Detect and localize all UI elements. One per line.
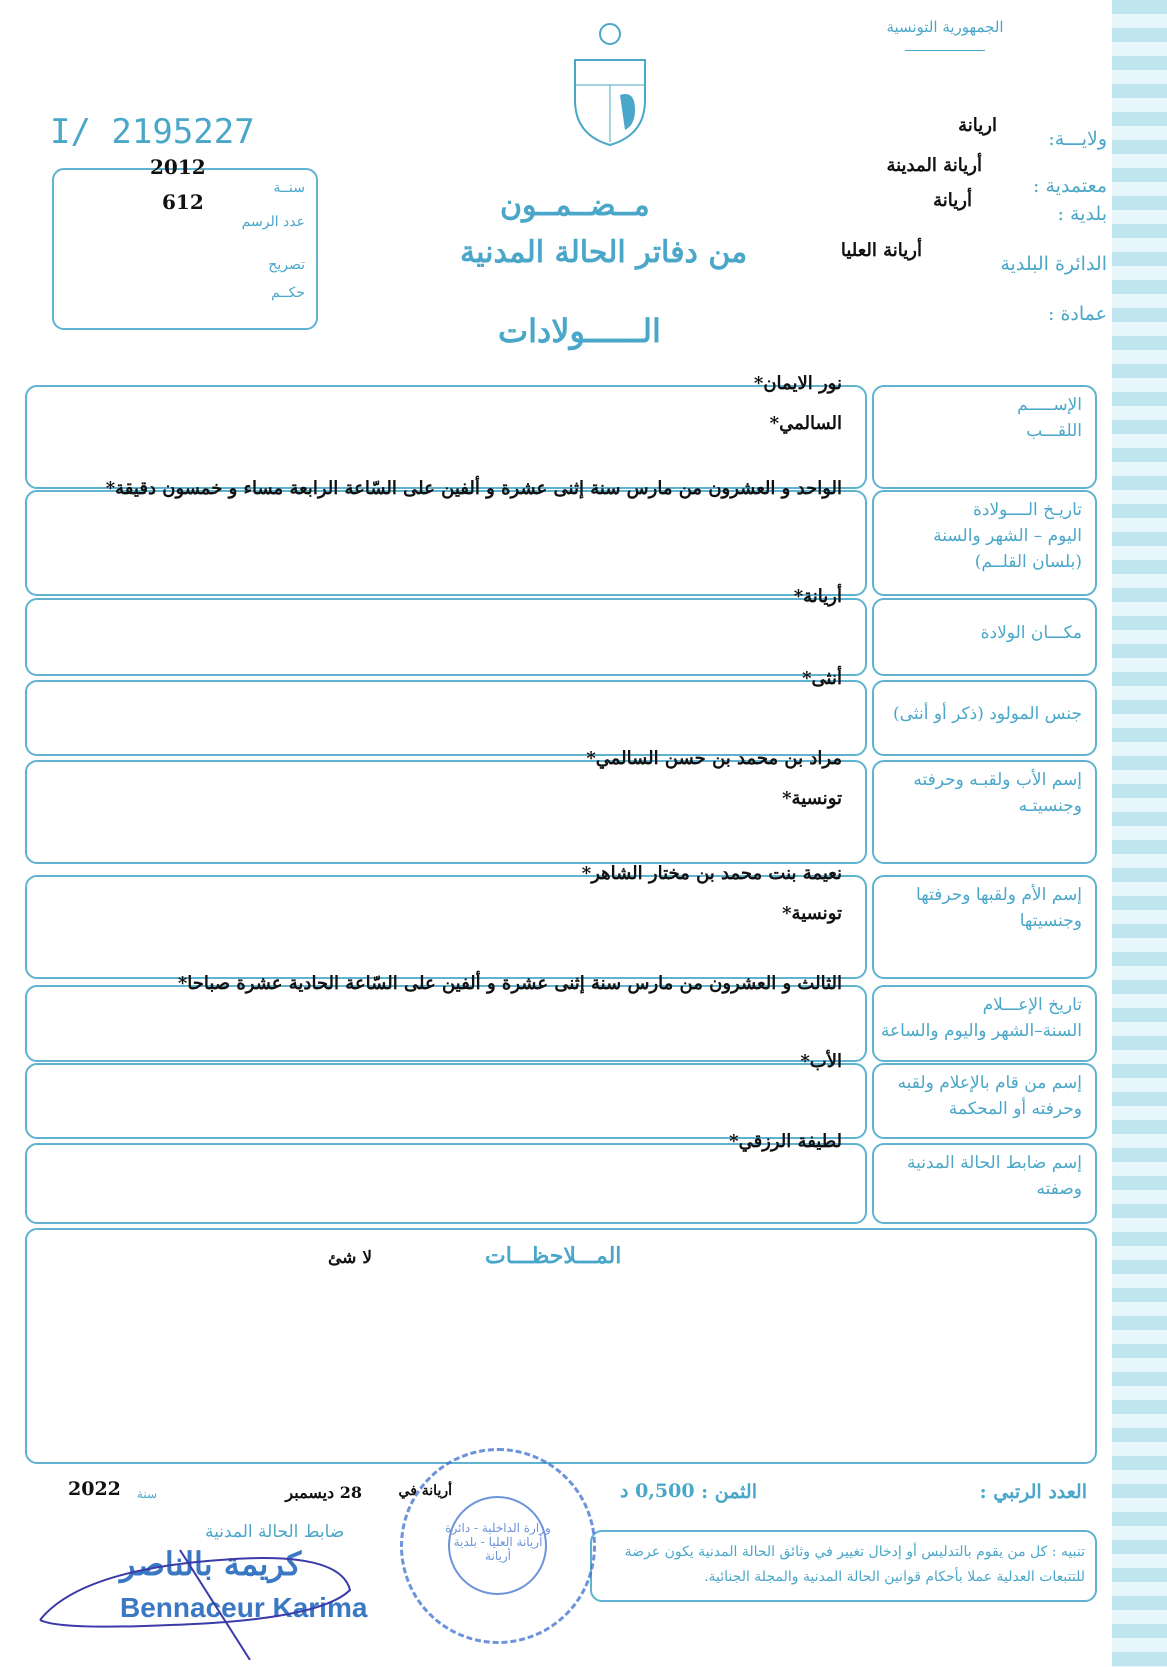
officer-name-latin: Bennaceur Karima [120, 1592, 368, 1623]
mother-label: إسم الأم ولقبها وحرفتها [916, 885, 1082, 905]
omda-label: عمادة : [1048, 303, 1107, 325]
declaration-date-value-box [25, 985, 867, 1062]
birth-date-value-box [25, 490, 867, 596]
wilaya-label: ولايـــة: [1048, 128, 1107, 150]
birth-date-label: تاريـخ الــــولادة [973, 500, 1082, 520]
civil-officer-label: إسم ضابط الحالة المدنية [907, 1153, 1082, 1173]
declaration-label: تصريح [268, 257, 305, 273]
declarant-label: وحرفته أو المحكمة [948, 1099, 1082, 1119]
year-label: سنة [136, 1487, 157, 1501]
delegation-label: معتمدية : [1033, 175, 1107, 197]
name-value: نور الايمان* [753, 373, 842, 394]
district-value: أريانة العليا [840, 240, 922, 261]
wilaya-value: اريانة [958, 115, 997, 136]
father-label: وجنسيتـه [1018, 796, 1082, 816]
birth-place-value-box [25, 598, 867, 676]
declarant-label: إسم من قام بالإعلام ولقبه [897, 1073, 1082, 1093]
delegation-value: أريانة المدينة [886, 155, 982, 176]
father-value: مراد بن محمد بن حسن السالمي* [586, 748, 842, 769]
security-border [1112, 0, 1167, 1667]
number-label: عدد الرسم [241, 214, 305, 230]
remarks-label: المـــلاحظـــات [485, 1243, 622, 1269]
declaration-date-label: السنة–الشهر واليوم والساعة [880, 1021, 1082, 1041]
title-births: الــــــولادات [498, 312, 661, 350]
mother-label: وجنسيتها [1019, 911, 1082, 931]
mother-value: نعيمة بنت محمد بن مختار الشاهر* [581, 863, 842, 884]
serial-label: العدد الرتبي : [979, 1481, 1087, 1503]
civil-officer-label: وصفته [1036, 1179, 1082, 1199]
record-year: 2012 [150, 155, 206, 179]
father-label: إسم الأب ولقبـه وحرفته [913, 770, 1082, 790]
officer-title: ضابط الحالة المدنية [205, 1522, 345, 1542]
name-value-box [25, 385, 867, 489]
father-value-box [25, 760, 867, 864]
divider [905, 50, 985, 51]
declaration-date-value: الثالث و العشرون من مارس سنة إثنى عشرة و ألفين على السّاعة الحادية عشرة صباحا* [177, 973, 842, 994]
municipality-label: بلدية : [1057, 203, 1107, 225]
declarant-value-box [25, 1063, 867, 1139]
sex-value: أنثى* [802, 668, 842, 689]
birth-date-value: الواحد و العشرون من مارس سنة إثنى عشرة و ألفين على السّاعة الرابعة مساء و خمسون دقيقة* [105, 478, 842, 499]
place-value: أريانة في [398, 1483, 452, 1499]
serial-number: I/ 2195227 [50, 112, 255, 152]
footer-year: 2022 [68, 1478, 121, 1500]
officer-name-ar: كريمة بالناصر [120, 1545, 302, 1583]
remarks-value: لا شئ [328, 1248, 373, 1268]
sex-value-box [25, 680, 867, 756]
civil-officer-value: لطيفة الرزقي* [729, 1131, 842, 1152]
date-value: 28 ديسمبر [285, 1483, 362, 1502]
judgment-label: حكــم [271, 285, 305, 301]
municipality-value: أريانة [933, 190, 972, 211]
name-label: اللقـــب [1026, 421, 1082, 441]
notice-text: تنبيه : كل من يقوم بالتدليس أو إدخال تغيير في وثائق الحالة المدنية يكون عرضة للتتبعات العدلية عملا بأحكام قوانين الحالة المدنية والمجلة الجنائية. [624, 1544, 1085, 1586]
title-registers: من دفاتر الحالة المدنية [460, 235, 748, 270]
title-content: مــضــمــون [500, 188, 650, 223]
name-label: الإســـــم [1017, 395, 1082, 415]
birth-place-value: أريانة* [793, 586, 842, 607]
birth-date-label: (بلسان القلــم) [974, 552, 1082, 572]
republic-label: الجمهورية التونسية [886, 18, 1004, 36]
official-stamp: وزارة الداخلية - دائرة أريانة العليا - بلدية أريانة [400, 1448, 596, 1644]
mother-value-box [25, 875, 867, 979]
record-number: 612 [162, 190, 204, 214]
sex-label: جنس المولود (ذكر أو أنثى) [893, 704, 1082, 724]
declarant-value: الأب* [800, 1051, 842, 1072]
price-value: 0,500 د [620, 1480, 695, 1502]
name-value: السالمي* [769, 413, 842, 434]
birth-date-label: اليوم – الشهر والسنة [933, 526, 1082, 546]
birth-place-label: مكـــان الولادة [980, 623, 1082, 643]
father-value: تونسية* [782, 788, 842, 809]
civil-officer-value-box [25, 1143, 867, 1224]
signature [20, 1510, 440, 1660]
coat-of-arms-icon [565, 20, 655, 150]
year-label: سنــة [273, 180, 305, 196]
district-label: الدائرة البلدية [1000, 253, 1107, 275]
price-label: الثمن : [701, 1481, 757, 1503]
declaration-date-label: تاريخ الإعـــلام [982, 995, 1082, 1015]
mother-value: تونسية* [782, 903, 842, 924]
